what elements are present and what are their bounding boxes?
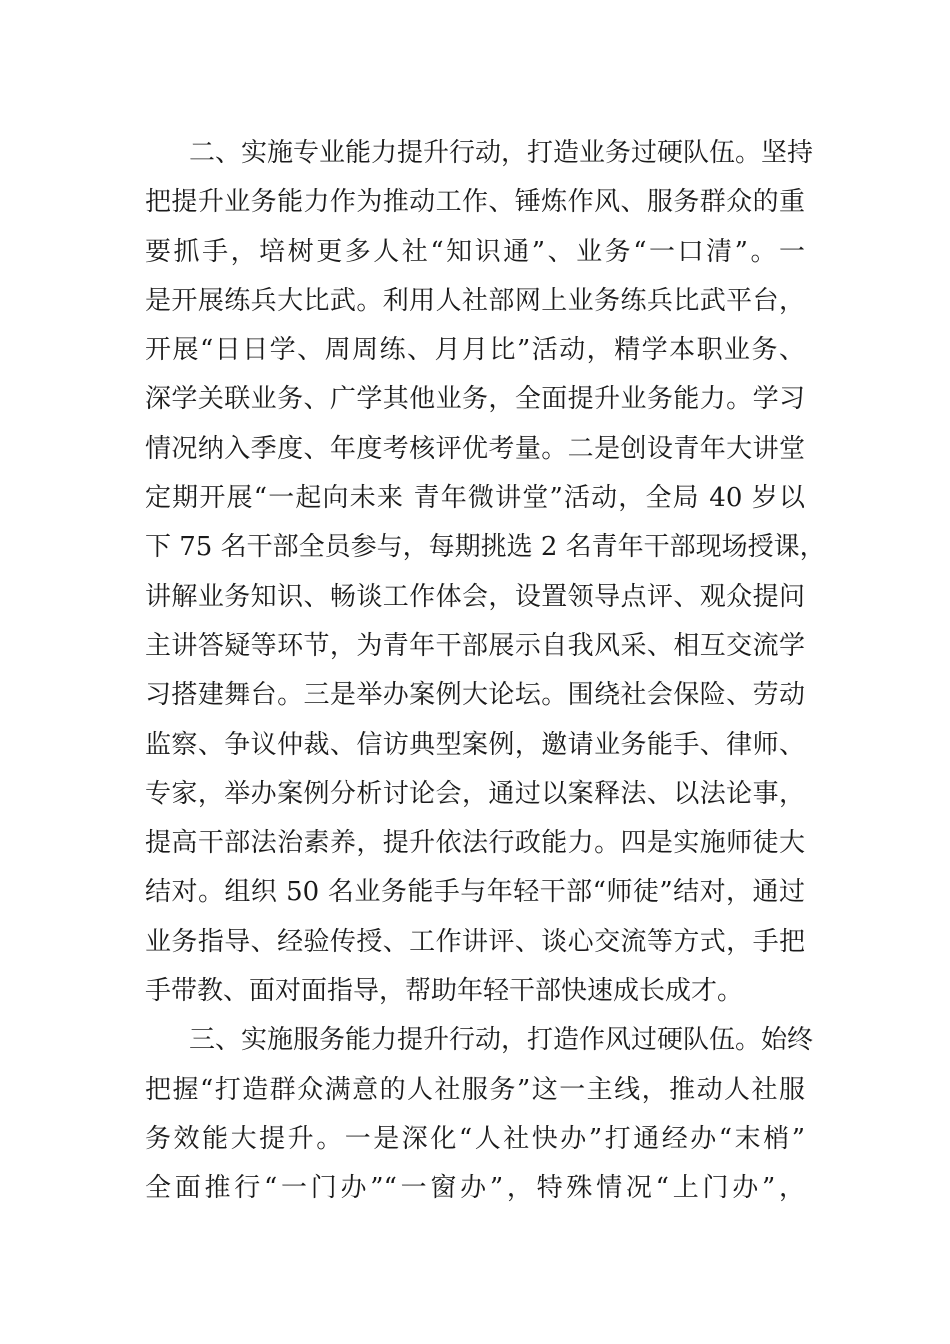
text-line: 把握“打造群众满意的人社服务”这一主线，推动人社服 — [145, 1074, 805, 1105]
text-line: 务效能大提升。一是深化“人社快办”打通经办“末梢” — [145, 1123, 805, 1154]
text-line: 是开展练兵大比武。利用人社部网上业务练兵比武平台， — [145, 285, 805, 316]
text-line: 要抓手，培树更多人社“知识通”、业务“一口清”。一 — [145, 236, 805, 267]
text-line: 三、实施服务能力提升行动，打造作风过硬队伍。始终 — [189, 1025, 814, 1056]
text-line: 定期开展“一起向未来 青年微讲堂”活动，全局 40 岁以 — [145, 483, 805, 514]
text-line: 监察、争议仲裁、信访典型案例，邀请业务能手、律师、 — [145, 729, 805, 760]
text-line: 主讲答疑等环节，为青年干部展示自我风采、相互交流学 — [145, 630, 805, 661]
text-line: 下 75 名干部全员参与，每期挑选 2 名青年干部现场授课， — [145, 532, 826, 563]
document-body — [145, 129, 826, 1214]
paragraph-section-two — [145, 129, 826, 1016]
text-line: 习搭建舞台。三是举办案例大论坛。围绕社会保险、劳动 — [145, 680, 805, 711]
text-line: 提高干部法治素养，提升依法行政能力。四是实施师徒大 — [145, 828, 805, 859]
paragraph-section-three — [145, 1016, 814, 1213]
text-line: 开展“日日学、周周练、月月比”活动，精学本职业务、 — [145, 335, 805, 366]
text-line: 全面推行“一门办”“一窗办”，特殊情况“上门办”， — [145, 1173, 805, 1204]
text-line: 二、实施专业能力提升行动，打造业务过硬队伍。坚持 — [189, 138, 814, 168]
text-line: 情况纳入季度、年度考核评优考量。二是创设青年大讲堂 — [145, 433, 805, 464]
text-line: 把提升业务能力作为推动工作、锤炼作风、服务群众的重 — [145, 187, 805, 218]
text-line: 深学关联业务、广学其他业务，全面提升业务能力。学习 — [145, 384, 805, 415]
text-line: 结对。组织 50 名业务能手与年轻干部“师徒”结对，通过 — [145, 877, 805, 908]
text-line: 手带教、面对面指导，帮助年轻干部快速成长成才。 — [145, 976, 744, 1007]
text-line: 专家，举办案例分析讨论会，通过以案释法、以法论事， — [145, 778, 805, 809]
text-line: 业务指导、经验传授、工作讲评、谈心交流等方式，手把 — [145, 926, 805, 957]
text-line: 讲解业务知识、畅谈工作体会，设置领导点评、观众提问 — [145, 581, 805, 612]
